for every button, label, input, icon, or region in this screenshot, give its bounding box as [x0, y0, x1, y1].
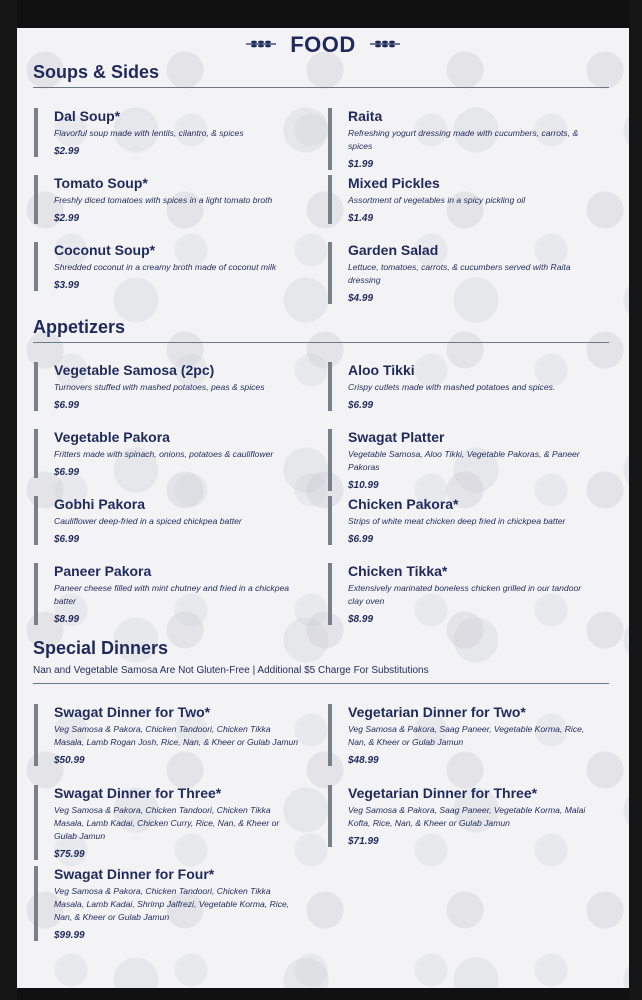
item-name: Swagat Dinner for Four*	[54, 866, 215, 882]
item-name: Vegetable Samosa (2pc)	[54, 362, 215, 378]
item-name: Chicken Pakora*	[348, 496, 459, 512]
menu-title: FOOD	[290, 32, 356, 57]
menu-item	[328, 563, 596, 625]
item-price: $8.99	[54, 614, 80, 625]
menu-item	[34, 429, 302, 478]
menu-item	[34, 496, 302, 545]
item-description: Veg Samosa & Pakora, Saag Paneer, Vegetable Korma, Malai Kofta, Rice, Nan, & Kheer or Gulab Jamun	[348, 805, 586, 828]
section-divider	[33, 342, 609, 343]
item-description: Paneer cheese filled with mint chutney and fried in a chickpea batter	[54, 583, 290, 606]
item-price: $6.99	[348, 534, 374, 545]
wheat-icon	[246, 36, 276, 54]
item-price: $3.99	[54, 280, 80, 291]
left-border	[0, 0, 17, 1000]
item-price: $8.99	[348, 614, 374, 625]
item-price: $48.99	[348, 755, 379, 766]
item-name: Raita	[348, 108, 383, 124]
right-border	[629, 0, 642, 1000]
item-description: Fritters made with spinach, onions, potatoes & cauliflower	[54, 449, 274, 459]
item-price: $4.99	[348, 293, 374, 304]
item-name: Dal Soup*	[54, 108, 121, 124]
item-name: Vegetarian Dinner for Three*	[348, 785, 538, 801]
menu-item	[34, 242, 302, 291]
item-name: Mixed Pickles	[348, 175, 440, 191]
item-description: Shredded coconut in a creamy broth made of coconut milk	[54, 262, 277, 272]
item-description: Veg Samosa & Pakora, Chicken Tandoori, Chicken Tikka Masala, Lamb Kadai, Shrimp Jalfrezi, Vegetable Korma, Rice, Nan, & Kheer or Gulab Jamun	[54, 886, 290, 922]
item-description: Lettuce, tomatoes, carrots, & cucumbers served with Raita dressing	[348, 262, 571, 285]
item-description: Refreshing yogurt dressing made with cucumbers, carrots, & spices	[348, 128, 579, 151]
item-price: $71.99	[348, 836, 379, 847]
menu-item	[328, 785, 596, 847]
item-name: Garden Salad	[348, 242, 439, 258]
menu-item	[34, 866, 302, 941]
item-name: Swagat Platter	[348, 429, 445, 445]
item-description: Freshly diced tomatoes with spices in a light tomato broth	[54, 195, 273, 205]
item-name: Tomato Soup*	[54, 175, 148, 191]
item-description: Veg Samosa & Pakora, Saag Paneer, Vegetable Korma, Rice, Nan, & Kheer or Gulab Jamun	[348, 724, 585, 747]
item-description: Vegetable Samosa, Aloo Tikki, Vegetable Pakoras, & Paneer Pakoras	[348, 449, 580, 472]
item-name: Chicken Tikka*	[348, 563, 448, 579]
item-name: Vegetarian Dinner for Two*	[348, 704, 526, 720]
item-price: $2.99	[54, 213, 80, 224]
item-price: $75.99	[54, 849, 85, 860]
item-description: Veg Samosa & Pakora, Chicken Tandoori, Chicken Tikka Masala, Lamb Rogan Josh, Rice, Nan, & Kheer or Gulab Jamun	[54, 724, 299, 747]
menu-page	[17, 28, 629, 988]
menu-item	[34, 563, 302, 625]
item-price: $1.99	[348, 159, 374, 170]
item-price: $6.99	[54, 467, 80, 478]
menu-item	[328, 704, 596, 766]
item-description: Extensively marinated boneless chicken grilled in our tandoor clay oven	[348, 583, 582, 606]
wheat-icon	[370, 36, 400, 54]
menu-item	[328, 429, 596, 491]
item-name: Paneer Pakora	[54, 563, 152, 579]
item-name: Vegetable Pakora	[54, 429, 170, 445]
item-description: Turnovers stuffed with mashed potatoes, peas & spices	[54, 382, 265, 392]
section-title-appetizers: Appetizers	[33, 317, 126, 337]
item-description: Strips of white meat chicken deep fried in chickpea batter	[348, 516, 566, 526]
menu-item	[34, 785, 302, 860]
item-name: Swagat Dinner for Two*	[54, 704, 211, 720]
item-description: Flavorful soup made with lentils, cilantro, & spices	[54, 128, 244, 138]
item-description: Assortment of vegetables in a spicy pickling oil	[348, 195, 526, 205]
menu-item	[34, 108, 302, 157]
menu-item	[328, 362, 596, 411]
item-price: $2.99	[54, 146, 80, 157]
menu-item	[34, 175, 302, 224]
item-name: Coconut Soup*	[54, 242, 156, 258]
menu-item	[328, 496, 596, 545]
section-divider	[33, 683, 609, 684]
item-price: $6.99	[54, 400, 80, 411]
item-price: $6.99	[54, 534, 80, 545]
section-title-soups-sides: Soups & Sides	[33, 62, 160, 82]
item-price: $99.99	[54, 930, 85, 941]
menu-item	[328, 108, 596, 170]
item-name: Gobhi Pakora	[54, 496, 146, 512]
item-price: $50.99	[54, 755, 85, 766]
menu-title-row	[17, 32, 629, 62]
item-price: $1.49	[348, 213, 374, 224]
item-name: Swagat Dinner for Three*	[54, 785, 222, 801]
item-price: $6.99	[348, 400, 374, 411]
item-description: Cauliflower deep-fried in a spiced chickpea batter	[54, 516, 242, 526]
menu-item	[328, 175, 596, 224]
item-price: $10.99	[348, 480, 379, 491]
section-note: Nan and Vegetable Samosa Are Not Gluten-Free | Additional $5 Charge For Substitutions	[33, 665, 429, 676]
item-description: Crispy cutlets made with mashed potatoes and spices.	[348, 382, 556, 392]
section-title-special-dinners: Special Dinners	[33, 638, 169, 658]
menu-item	[34, 704, 302, 766]
section-divider	[33, 87, 609, 88]
menu-item	[328, 242, 596, 304]
item-name: Aloo Tikki	[348, 362, 415, 378]
menu-item	[34, 362, 302, 411]
item-description: Veg Samosa & Pakora, Chicken Tandoori, Chicken Tikka Masala, Lamb Kadai, Chicken Curry, Rice, Nan, & Kheer or Gulab Jamun	[54, 805, 280, 841]
